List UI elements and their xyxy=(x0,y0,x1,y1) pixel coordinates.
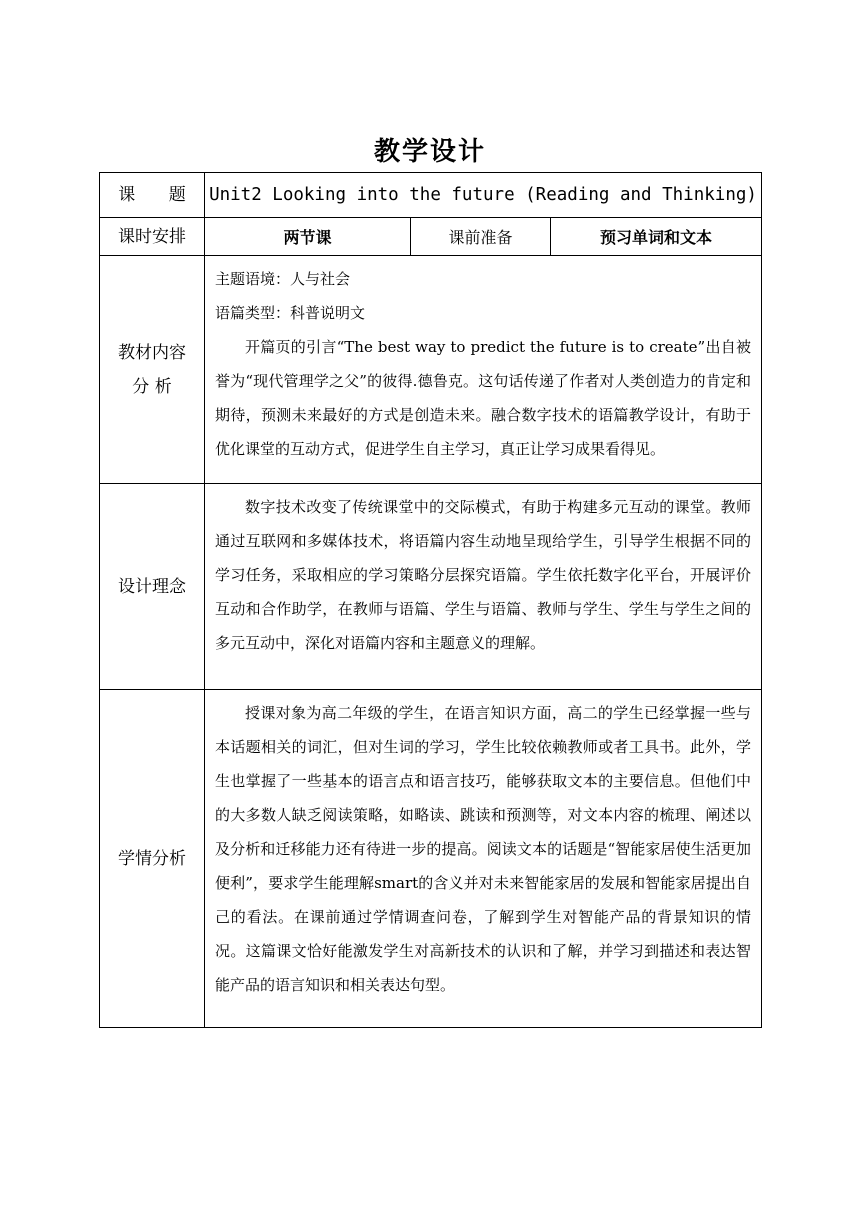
learner-analysis-content xyxy=(205,690,762,1028)
course-title: Unit2 Looking into the future (Reading and Thinking) xyxy=(205,173,762,218)
design-concept-row xyxy=(100,484,762,690)
material-analysis-label-cell xyxy=(100,256,205,484)
learner-analysis-label: 学情分析 xyxy=(100,690,205,1028)
material-analysis-content xyxy=(205,256,762,484)
course-label: 课 题 xyxy=(118,185,200,205)
learner-analysis-row xyxy=(100,690,762,1028)
material-analysis-paragraph: 开篇页的引言“The best way to predict the future is to create”出自被誉为“现代管理学之父”的彼得.德鲁克。这句话传递了作者对人类创造力的肯定和期待，预测未来最好的方式是创造未来。融合数字技术的语篇教学设计，有助于优化课堂的互动方式，促进学生自主学习，真正让学习成果看得见。 xyxy=(215,338,752,458)
prep-value: 预习单词和文本 xyxy=(551,218,762,256)
schedule-label: 课时安排 xyxy=(100,218,205,256)
design-concept-label: 设计理念 xyxy=(100,484,205,690)
document-title: 教学设计 xyxy=(373,137,486,167)
prep-label: 课前准备 xyxy=(411,218,551,256)
learner-analysis-paragraph: 授课对象为高二年级的学生，在语言知识方面，高二的学生已经掌握一些与本话题相关的词汇，但对生词的学习，学生比较依赖教师或者工具书。此外，学生也掌握了一些基本的语言点和语言技巧，能够获取文本的主要信息。但他们中的大多数人缺乏阅读策略，如略读、跳读和预测等，对文本内容的梳理、阐述以及分析和迁移能力还有待进一步的提高。阅读文本的话题是“智能家居使生活更加便利”，要求学生能理解smart的含义并对未来智能家居的发展和智能家居提出自己的看法。在课前通过学情调查问卷，了解到学生对智能产品的背景知识的情况。这篇课文恰好能激发学生对高新技术的认识和了解，并学习到描述和表达智能产品的语言知识和相关表达句型。 xyxy=(215,704,752,994)
lesson-plan-table xyxy=(99,172,762,1028)
schedule-value: 两节课 xyxy=(205,218,411,256)
schedule-row xyxy=(100,218,762,256)
design-concept-paragraph: 数字技术改变了传统课堂中的交际模式，有助于构建多元互动的课堂。教师通过互联网和多媒体技术，将语篇内容生动地呈现给学生，引导学生根据不同的学习任务，采取相应的学习策略分层探究语篇。学生依托数字化平台，开展评价互动和合作助学，在教师与语篇、学生与语篇、教师与学生、学生与学生之间的多元互动中，深化对语篇内容和主题意义的理解。 xyxy=(215,498,752,652)
course-label-cell xyxy=(100,173,205,218)
course-row xyxy=(100,173,762,218)
text-type-line: 语篇类型：科普说明文 xyxy=(215,304,366,322)
theme-line: 主题语境：人与社会 xyxy=(215,270,351,288)
material-analysis-row xyxy=(100,256,762,484)
design-concept-content xyxy=(205,484,762,690)
material-analysis-label-line2: 分 析 xyxy=(132,376,172,397)
material-analysis-label-line1: 教材内容 xyxy=(118,342,186,363)
